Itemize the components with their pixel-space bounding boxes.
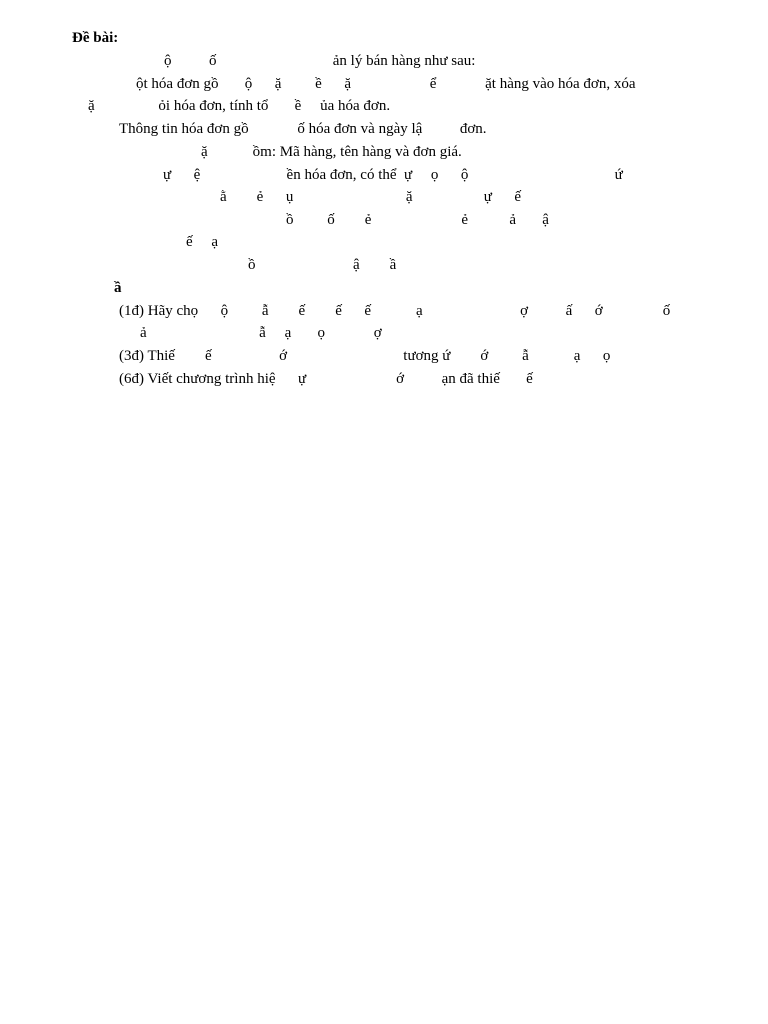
text-line-1: ộ ố ản lý bán hàng như sau: xyxy=(164,53,476,69)
task-3-line: (6đ) Viết chương trình hiệ ự ớ ạn đã thiế ế xyxy=(119,371,533,387)
text-line-9: ế ạ xyxy=(186,234,219,250)
text-line-7: ằ ẻ ụ ặ ự ế xyxy=(220,189,522,205)
section-marker: ầ xyxy=(114,280,122,296)
text-line-8: ồ ố ẻ ẻ ả ậ xyxy=(286,212,549,228)
task-2-line: (3đ) Thiế ế ớ tương ứ ớ ẫ ạ ọ xyxy=(119,348,611,364)
text-line-4: Thông tin hóa đơn gồ ố hóa đơn và ngày lậ đơn. xyxy=(119,121,487,137)
document-heading: Đề bài: xyxy=(72,30,119,46)
text-line-5: ặ ồm: Mã hàng, tên hàng và đơn giá. xyxy=(201,144,462,160)
text-line-3: ặ ỏi hóa đơn, tính tổ ề ủa hóa đơn. xyxy=(88,98,391,114)
text-line-10: ồ ậ ầ xyxy=(248,257,397,273)
task-1-line-2: ả ẫ ạ ọ ợ xyxy=(140,325,382,341)
text-line-6: ự ệ ền hóa đơn, có thể ự ọ ộ ứ xyxy=(163,167,623,183)
task-1-line-1: (1đ) Hãy chọ ộ ẫ ế ế ế ạ ợ ấ ớ ố xyxy=(119,303,671,319)
text-line-2: ột hóa đơn gồ ộ ặ ề ặ ể ặt hàng vào hóa đơn, xóa xyxy=(136,76,636,92)
